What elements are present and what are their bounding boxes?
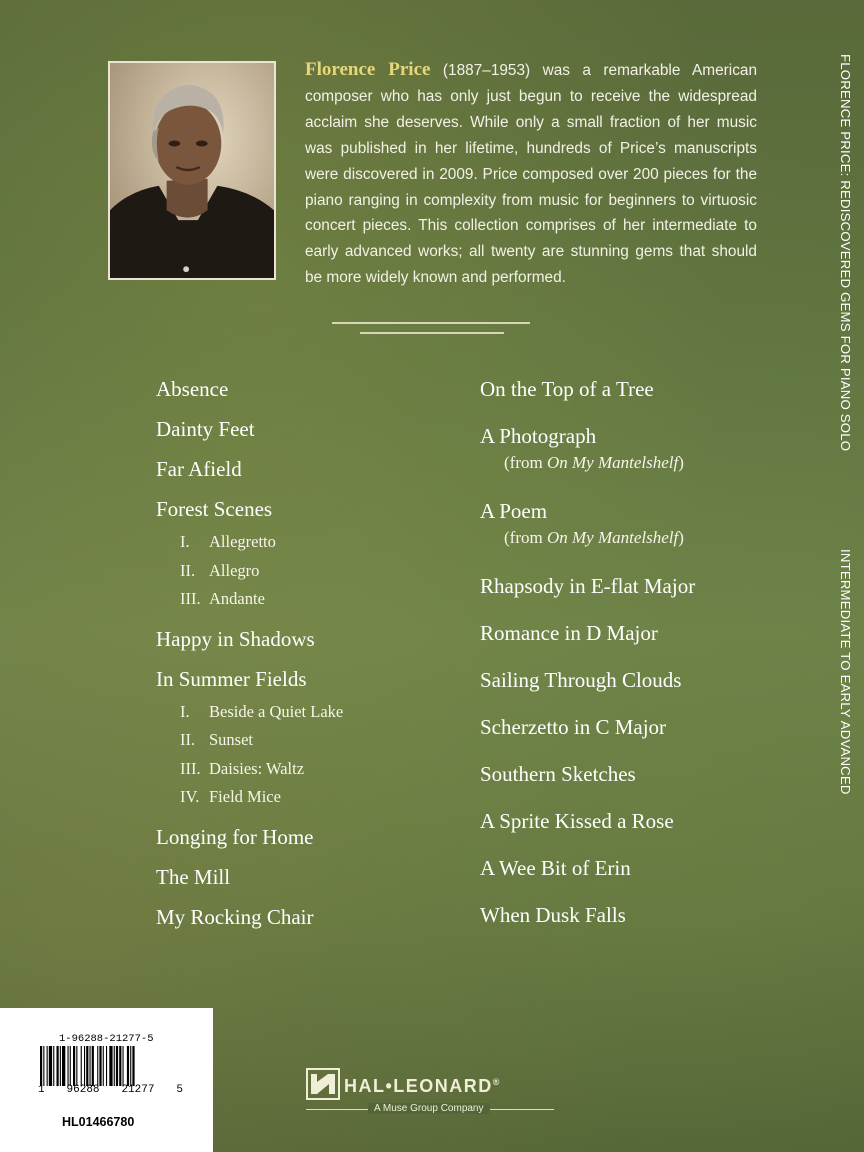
publisher-tagline: A Muse Group Company	[368, 1103, 490, 1114]
movement-item	[156, 528, 456, 557]
piece-title: Romance in D Major	[480, 621, 658, 645]
barcode-bar	[62, 1046, 65, 1086]
piece-title: Happy in Shadows	[156, 626, 315, 651]
barcode-bar	[84, 1046, 85, 1086]
barcode-bar	[90, 1046, 91, 1086]
piece-title: Scherzetto in C Major	[480, 715, 667, 739]
barcode-bar	[132, 1046, 134, 1086]
movement-number: I.	[180, 701, 190, 721]
movement-item	[156, 698, 456, 727]
barcode-bar	[116, 1046, 118, 1086]
movement-list	[156, 698, 456, 812]
barcode-bar	[114, 1046, 115, 1086]
piece-title: Absence	[156, 377, 229, 401]
piece-title: In Summer Fields	[156, 666, 307, 691]
barcode-bar	[92, 1046, 94, 1086]
barcode-bar	[123, 1046, 124, 1086]
source-work-title: On My Mantelshelf	[546, 453, 679, 472]
movement-item	[156, 557, 456, 586]
source-suffix: )	[678, 453, 684, 472]
divider-rule-top	[332, 322, 530, 324]
barcode-bar	[106, 1046, 107, 1086]
piece-title: Rhapsody in E-flat Major	[480, 574, 696, 598]
piece-title: A Poem	[480, 499, 548, 523]
movement-title: Allegro	[209, 560, 260, 580]
source-work-title: On My Mantelshelf	[546, 528, 679, 547]
composer-name: Florence Price	[305, 59, 431, 80]
barcode-bar	[97, 1046, 98, 1086]
barcode-bar	[43, 1046, 44, 1086]
movement-number: IV.	[180, 787, 200, 806]
barcode-bar	[57, 1046, 59, 1086]
barcode-bar	[53, 1046, 54, 1086]
composer-portrait-photo	[108, 61, 276, 280]
piece-title: Sailing Through Clouds	[480, 668, 682, 692]
barcode-bar	[99, 1046, 101, 1086]
barcode-bar	[40, 1046, 42, 1086]
piece-title: A Sprite Kissed a Rose	[480, 809, 674, 833]
piece-title: Longing for Home	[156, 824, 314, 849]
movement-list	[156, 528, 456, 614]
barcode-digit-group: 21277	[121, 1084, 155, 1096]
piece-title: On the Top of a Tree	[480, 377, 654, 401]
spine-title: FLORENCE PRICE: REDISCOVERED GEMS FOR PIANO SOLO	[838, 54, 853, 452]
item-code: HL01466780	[62, 1115, 135, 1129]
barcode-digit-group: 5	[176, 1084, 183, 1096]
biography-text: (1887–1953) was a remarkable American composer who has only just begun to receive the widespread acclaim she deserves. While only a small fraction of her music was published in her lifetime, hundreds of Price’s manuscripts were discovered in 2009. Price composed over 200 pieces for the piano ranging in complexity from music for beginners to virtuosic concert pieces. This collection comprises of her intermediate to early advanced works; all twenty are stunning gems that should be more widely known and performed.	[305, 62, 758, 287]
piece-title: My Rocking Chair	[156, 904, 314, 929]
barcode-bar	[119, 1046, 121, 1086]
source-note	[480, 451, 780, 475]
movement-number: II.	[180, 730, 196, 749]
movement-item	[156, 726, 456, 755]
piece-with-source	[480, 423, 780, 475]
barcode-panel	[0, 1008, 213, 1152]
movement-item	[156, 755, 456, 784]
piece-title: The Mill	[156, 864, 231, 889]
barcode-bar	[109, 1046, 112, 1086]
publisher-logo	[306, 1068, 566, 1118]
barcode-bar	[130, 1046, 131, 1086]
contents-left-column	[156, 376, 456, 944]
spine-level: INTERMEDIATE TO EARLY ADVANCED	[838, 549, 853, 795]
movement-title: Daisies: Waltz	[209, 758, 305, 778]
movement-item	[156, 585, 456, 614]
source-note	[480, 526, 780, 550]
source-suffix: )	[678, 528, 684, 547]
barcode-bar	[47, 1046, 48, 1086]
barcode-bar	[60, 1046, 61, 1086]
piece-title: Dainty Feet	[156, 417, 255, 441]
barcode-bar	[73, 1046, 75, 1086]
piece-title: Far Afield	[156, 457, 242, 481]
movement-title: Andante	[209, 589, 265, 608]
barcode-image	[40, 1046, 170, 1086]
barcode-bar	[81, 1046, 82, 1086]
source-prefix: (from	[504, 528, 547, 547]
piece-title: Forest Scenes	[156, 497, 273, 521]
barcode-digit-group: 96288	[66, 1084, 100, 1096]
contents-right-column	[480, 376, 780, 949]
piece-title: A Photograph	[480, 424, 597, 448]
registered-mark: ®	[492, 1077, 501, 1087]
composer-biography	[305, 57, 757, 291]
piece-title: When Dusk Falls	[480, 903, 626, 927]
hal-leonard-logo-icon	[306, 1068, 340, 1100]
movement-number: III.	[180, 589, 201, 608]
barcode-bar	[70, 1046, 71, 1086]
barcode-digits	[38, 1084, 183, 1096]
barcode-bar	[103, 1046, 104, 1086]
barcode-bar	[68, 1046, 69, 1086]
movement-number: II.	[180, 560, 196, 580]
piece-title: Southern Sketches	[480, 762, 636, 786]
divider-rule-bottom	[360, 332, 504, 334]
barcode-bar	[76, 1046, 77, 1086]
publisher-name-text: HAL•LEONARD	[344, 1076, 493, 1096]
isbn-number: 1-96288-21277-5	[59, 1033, 154, 1045]
movement-item	[156, 783, 456, 812]
movement-number: I.	[180, 532, 190, 551]
movement-title: Allegretto	[209, 532, 276, 551]
publisher-name	[344, 1076, 501, 1097]
barcode-bar	[49, 1046, 52, 1086]
movement-title: Beside a Quiet Lake	[209, 701, 344, 721]
barcode-bar	[127, 1046, 129, 1086]
piece-with-source	[480, 498, 780, 550]
movement-title: Sunset	[209, 730, 254, 749]
barcode-bar	[86, 1046, 88, 1086]
movement-title: Field Mice	[209, 787, 281, 806]
piece-title: A Wee Bit of Erin	[480, 856, 631, 880]
source-prefix: (from	[504, 453, 547, 472]
movement-number: III.	[180, 758, 201, 778]
barcode-digit-group: 1	[38, 1084, 45, 1096]
